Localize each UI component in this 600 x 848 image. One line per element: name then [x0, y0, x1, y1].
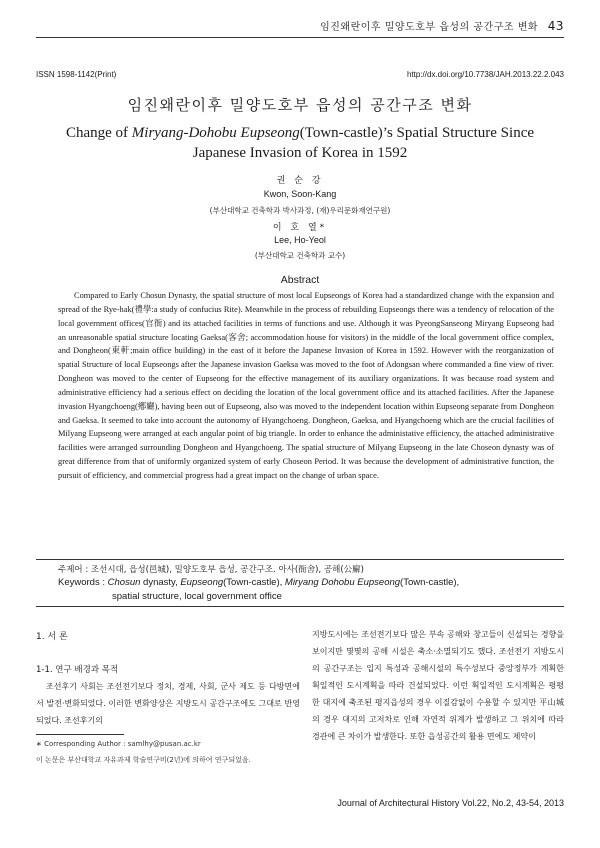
subsection-heading: 1-1. 연구 배경과 목적: [36, 665, 119, 675]
abstract-text: Compared to Early Chosun Dynasty, the spatial structure of most local Eupseongs of Korea had a standardized change with the expansion and spread of the Rye-hak(禮學:a study of confucius Rite). Meanwhile in the process of rebuilding Eupseongs there was a tendency of relocation of the local government offices(官衙) and its attached facilities in terms of functions and use. Although it was PyeongSanseong Miryang Eupseong had an unreasonable spatial structure locating Gaeksa(客舍; accommodation house for visitors) in the middle of the local government office complex, and Dongheon(東軒;main office building) in the east of it before the Japanese Invasion of Korea in 1592. However with the reorganization of spatial Structure of local Eupseongs after the Japanese invasion Gaeksa was moved to the foot of Adongsan where commanded a fine view of river. Dongheon was moved to the center of Eupseong for the effective management of its auxiliary organizations. It was because road system and administrative efficiency had a serious effect on deciding the location of the local government office and its attached facilities. After the Japanese invasion Hyangchoeng(鄕廳), having been out of Eupseong, also was moved to the independent location within Eupseong separate from Dongheon and Gaeksa. It seemed to take into account the autonomy of Hyangchoeng. Dongheon, Gaeksa, and Hyangchoeng which are the crucial facilities of Milyang Eupseong were arranged at each angular point of big triangle. In order to enhance the administative efficiency, the attached administrative facilities were arranged surrounding Dongheon and Hyangchoeng. The spatial structure of Milyang Eupseong in the late Choseon dynasty was of great difference from that of uniformly organized system of early Choseon Period. It was because the development of administrative function, the pursuit of efficiency, and commercial progress had a great impact on the change of urban space.: [58, 291, 554, 480]
header-rule: [36, 37, 564, 38]
keywords-rule-top: [36, 559, 564, 560]
keywords-text: [108, 577, 460, 588]
footnote-funding: 이 논문은 부산대학교 자유과제 학술연구비(2년)에 의하여 연구되었음.: [36, 756, 251, 764]
title-english-italic: Miryang-Dohobu Eupseong: [131, 125, 300, 141]
doi-link[interactable]: http://dx.doi.org/10.7738/JAH.2013.22.2.043: [406, 70, 564, 79]
author-affiliation: (부산대학교 건축학과 교수): [254, 251, 346, 260]
keyword-part: (Town-castle),: [223, 577, 285, 588]
journal-footer: Journal of Architectural History Vol.22, No.2, 43-54, 2013: [337, 798, 564, 808]
author-name-ko: 이 호 열*: [272, 223, 328, 233]
issn: ISSN 1598-1142(Print): [36, 70, 117, 79]
running-header: [320, 18, 564, 33]
keywords-english: [58, 577, 568, 588]
title-korean: 임진왜란이후 밀양도호부 읍성의 공간구조 변화: [127, 96, 473, 114]
keywords-label: 주제어 :: [58, 565, 91, 575]
keywords-label: Keywords :: [58, 577, 108, 588]
footnote-corresponding: ∗ Corresponding Author : samlhy@pusan.ac.kr: [36, 740, 201, 748]
title-english-part: Change of: [65, 125, 132, 141]
keywords-korean: [58, 563, 568, 575]
keywords-rule-bottom: [36, 606, 564, 607]
keyword-part: dynasty,: [140, 577, 181, 588]
running-title: 임진왜란이후 밀양도호부 읍성의 공간구조 변화: [320, 22, 539, 33]
title-english: [40, 123, 560, 163]
keyword-part: (Town-castle),: [400, 577, 460, 588]
keyword-part: Miryang Dohobu Eupseong: [284, 577, 401, 588]
author-name-ko: 권 순 강: [276, 176, 324, 186]
section-heading: 1. 서 론: [36, 632, 68, 642]
footnote-rule: [36, 734, 124, 735]
body-text-right: 지방도시에는 조선전기보다 많은 부속 공해와 창고들이 신설되는 경향을 보이지만 몇몇의 공해 시설은 축소·소멸되기도 했다. 조선전기 지방도시의 공간구조는 입지 특성과 공해시설의 특수성보다 중앙정부가 계획한 획일적인 도시계획을 따라 건설되었다. 이런 획일적인 도시계획은 평평한 대지에 축조된 평지읍성의 경우 이질감없이 수용할 수 있지만 平山城의 경우 대지의 고저차로 인해 자연적 위계가 발생하고 그 위치에 따라 경관에 큰 차이가 발생한다. 또한 읍성공간의 활용 면에도 제약이: [312, 630, 564, 741]
abstract-heading: Abstract: [280, 274, 320, 286]
author-affiliation: (부산대학교 건축학과 박사과정, (재)우리문화재연구원): [209, 206, 391, 215]
body-text-left: 조선후기 사회는 조선전기보다 정치, 경제, 사회, 군사 제도 등 다방면에서 발전·변화되었다. 이러한 변화양상은 지방도시 공간구조에도 그대로 반영되었다. 조선후기의: [36, 682, 300, 725]
keyword-part: Eupseong: [180, 577, 224, 588]
title-english-part: (Town-castle)’s Spatial Structure Since Japanese Invasion of Korea in 1592: [192, 125, 535, 161]
page-number: 43: [547, 19, 564, 33]
author-name-en: Kwon, Soon-Kang: [263, 189, 337, 199]
keyword-part: Chosun: [107, 577, 141, 588]
keywords-english-line2: spatial structure, local government office: [112, 591, 282, 602]
author-name-en: Lee, Ho-Yeol: [274, 235, 326, 245]
keywords-text: 조선시대, 읍성(邑城), 밀양도호부 읍성, 공간구조. 아사(衙舍), 공해(公廨): [90, 565, 364, 575]
